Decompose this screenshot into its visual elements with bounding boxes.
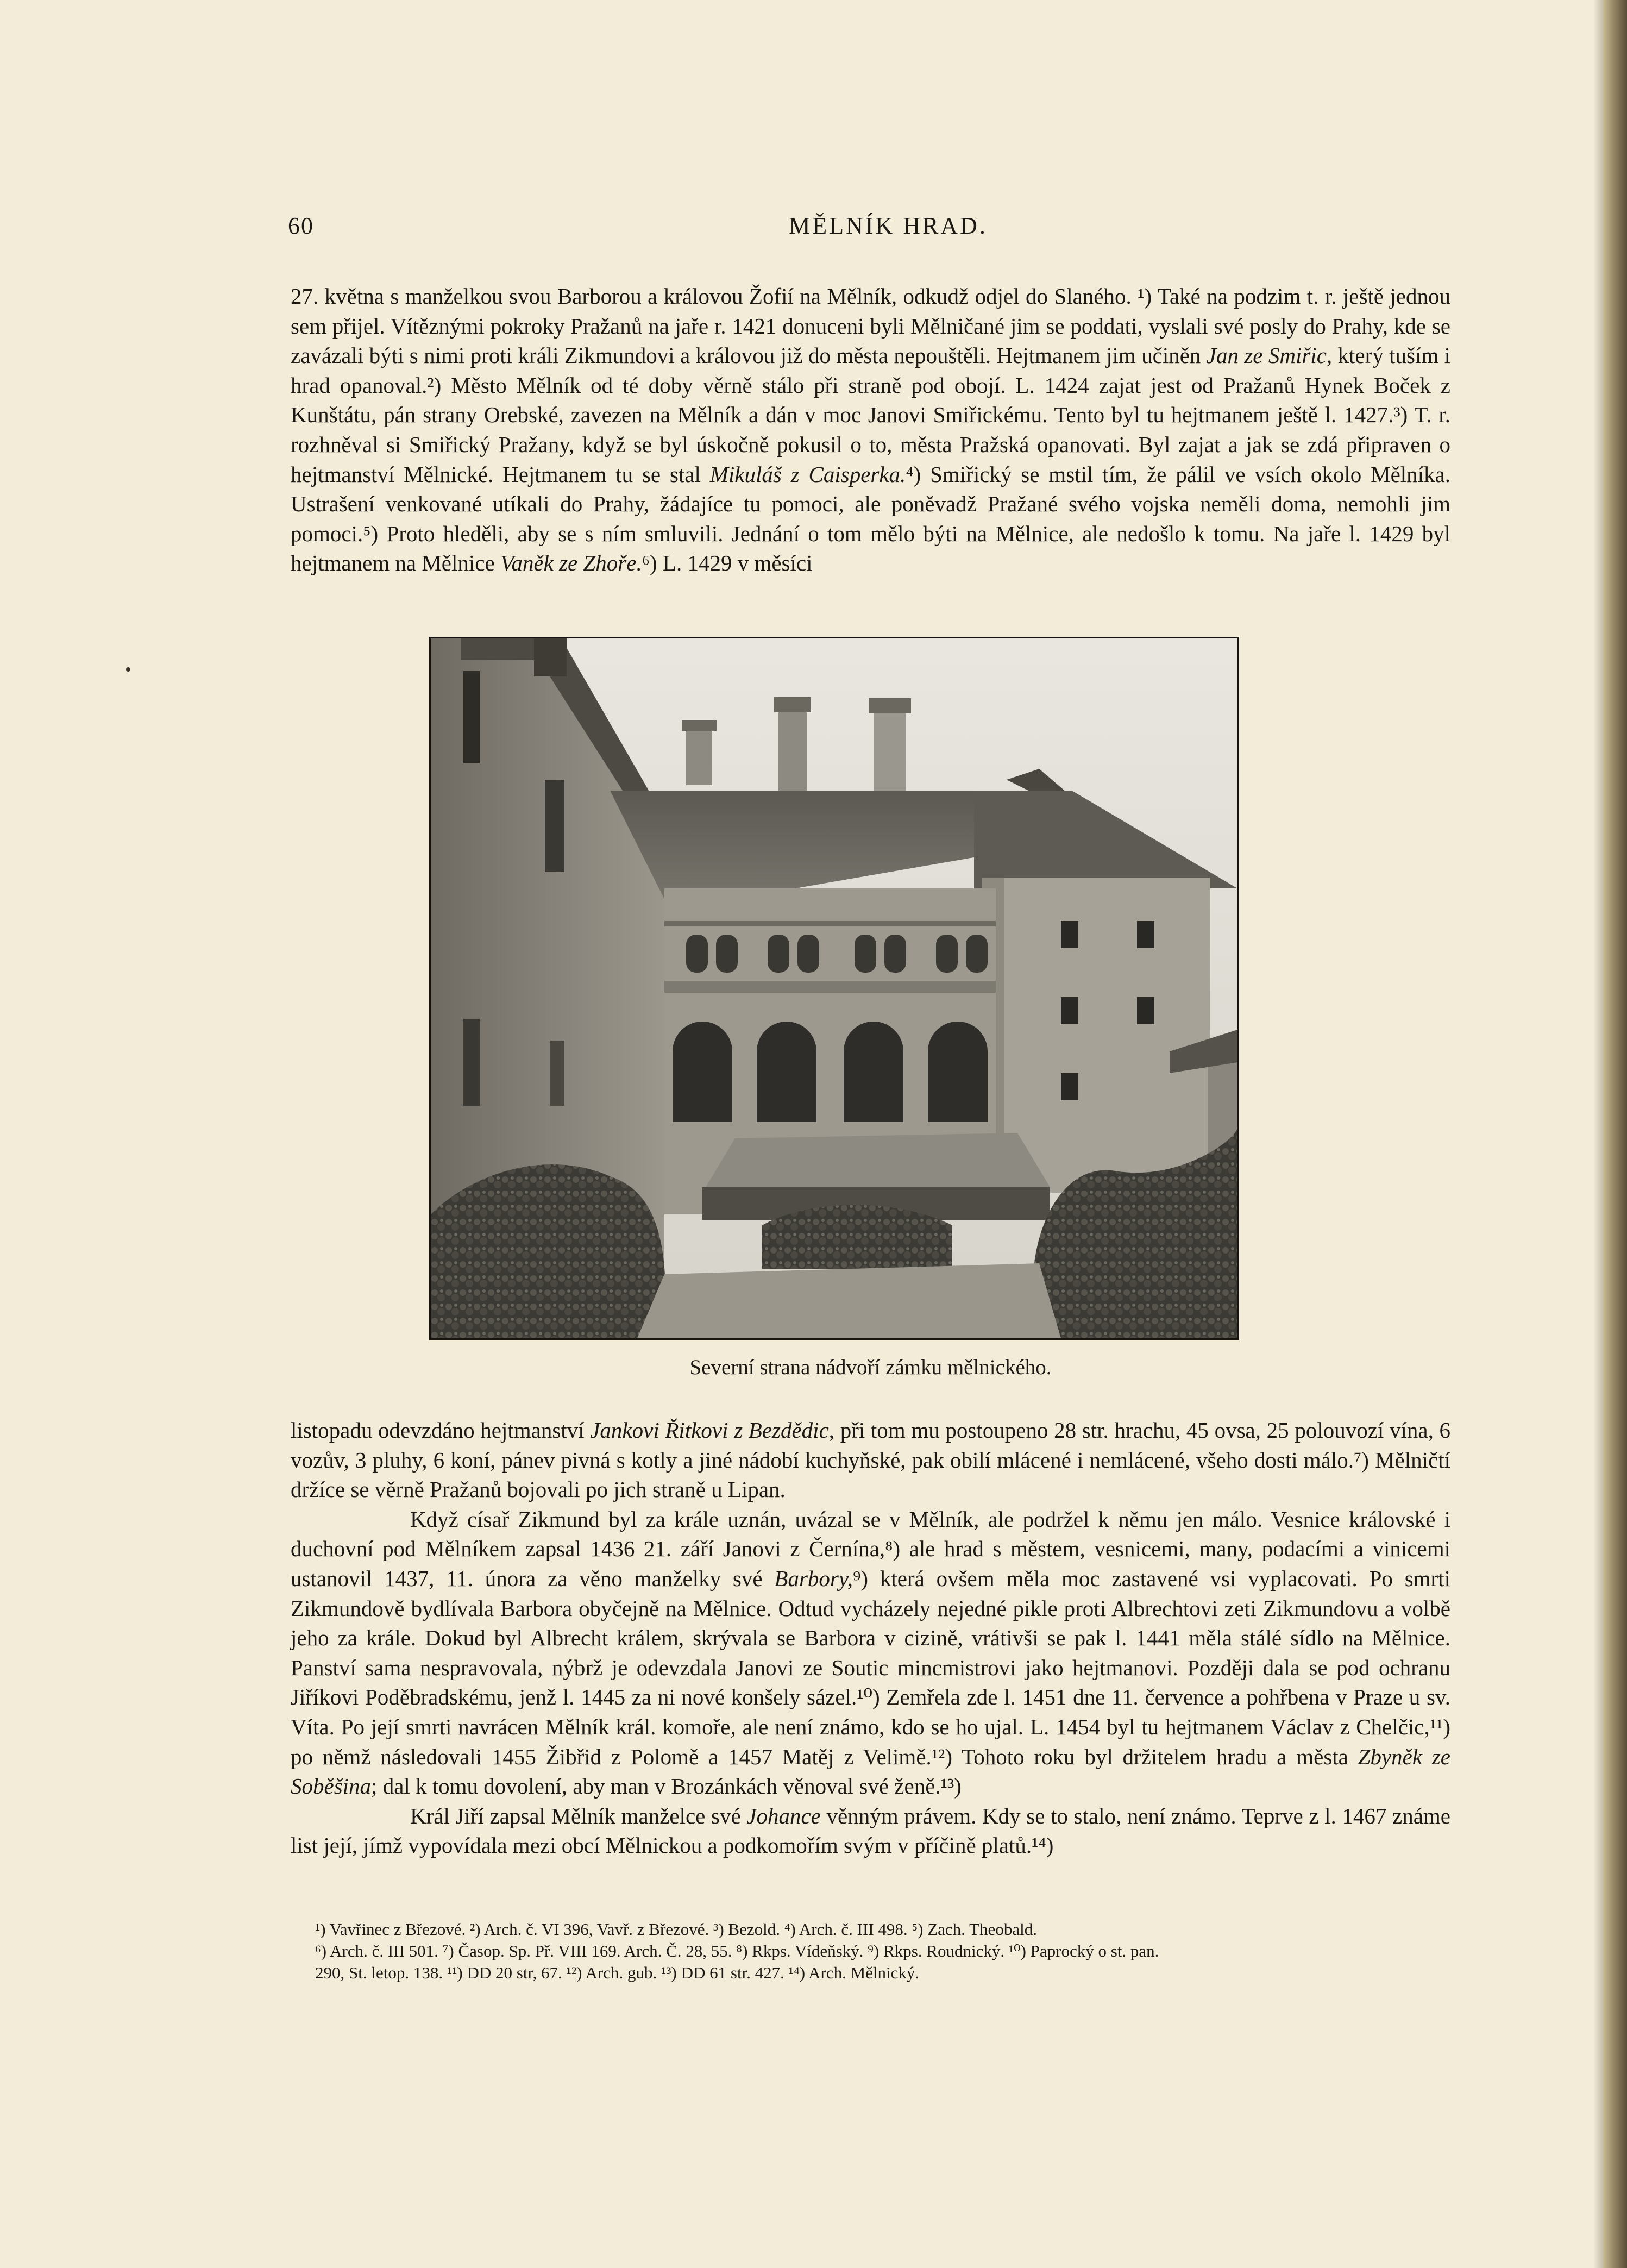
- text-run: ⁶) L. 1429 v měsíci: [642, 550, 813, 576]
- italic-name: Jan ze Smiřic: [1206, 343, 1327, 368]
- intro-paragraph-text: [291, 281, 1450, 578]
- text-run: věnným právem. Kdy se to stalo, není známo. Teprve z l. 1467 známe list její, jímž vypovídala mezi obcí Mělnickou a podkomořím svým v příčině platů.¹⁴): [291, 1803, 1451, 1858]
- text-run: ⁹) která ovšem měla moc zastavené vsi vyplacovati. Po smrti Zikmundově bydlívala Barbora obyčejně na Mělnice. Odtud vycházely nejedné pikle proti Albrechtovi zeti Zikmundovu a volbě jeho za krále. Dokud byl Albrecht králem, skrývala se Barbora v cizině, vrátivši se pak l. 1441 měla stálé sídlo na Mělnice. Panství sama nespravovala, nýbrž je odevzdala Janovi ze Soutic mincmistrovi jako hejtmanovi. Později dala se pod ochranu Jiříkovi Poděbradskému, jenž l. 1445 za ni nové konšely sázel.¹⁰) Zemřela zde l. 1451 dne 11. července a pohřbena v Praze u sv. Víta. Po její smrti navrácen Mělník král. komoře, ale není známo, kdo se ho ujal. L. 1454 byl tu hejtmanem Václav z Chelčic,¹¹) po němž následovali 1455 Žibřid z Polomě a 1457 Matěj z Velimě.¹²) Tohoto roku byl držitelem hradu a města: [291, 1565, 1450, 1769]
- body-paragraph: [291, 1801, 1450, 1860]
- intro-paragraph: [291, 281, 1450, 578]
- text-run: 27. května s manželkou svou Barborou a královou Žofií na Mělník, odkudž odjel do Slaného. ¹) Také na podzim t. r. ještě jednou sem přijel. Vítěznými pokroky Pražanů na jaře r. 1421 donuceni byli Mělničané jim se poddati, vyslali své posly do Prahy, kde se zavázali býti s nimi proti králi Zikmundovi a královou již do města nepouštěli. Hejtmanem jim učiněn: [291, 284, 1450, 368]
- body-text: [291, 1415, 1450, 1860]
- footnote-line: 290, St. letop. 138. ¹¹) DD 20 str, 67. ¹²) Arch. gub. ¹³) DD 61 str. 427. ¹⁴) Arch. Mělnický.: [315, 1963, 920, 1982]
- text-run: ; dal k tomu dovolení, aby man v Brozánkách věnoval své ženě.¹³): [371, 1774, 962, 1799]
- footnote-line: ⁶) Arch. č. III 501. ⁷) Časop. Sp. Př. VIII 169. Arch. Č. 28, 55. ⁸) Rkps. Vídeňský. ⁹) Rkps. Roudnický. ¹⁰) Paprocký o st. pan.: [315, 1941, 1159, 1960]
- italic-name: Vaněk ze Zhoře.: [500, 550, 642, 576]
- text-run: listopadu odevzdáno hejtmanství: [291, 1418, 591, 1443]
- text-run: , při tom mu postoupeno 28 str. hrachu, 45 ovsa, 25 polouvozí vína, 6 vozův, 3 pluhy, 6 koní, pánev pivná s kotly a jiné nádobí kuchyňské, pak obilí mlácené i nemlácené, všeho dosti málo.⁷) Mělničtí držíce se věrně Pražanů bojovali po jich straně u Lipan.: [291, 1418, 1450, 1502]
- page-edge: [1603, 0, 1627, 2268]
- page-title: MĚLNÍK HRAD.: [789, 212, 988, 239]
- text-run: Když císař Zikmund byl za krále uznán, uvázal se v Mělník, ale podržel k němu jen málo. Vesnice královské i duchovní pod Mělníkem zapsal 1436 21. září Janovi z Černína,⁸) ale hrad s městem, vesnicemi, many, podacími a vinicemi ustanovil 1437, 11. února za věno manželky své: [291, 1506, 1450, 1591]
- text-run: , který tuším i hrad opanoval.²) Město Mělník od té doby věrně stálo při straně pod obojí. L. 1424 zajat jest od Pražanů Hynek Boček z Kunštátu, pán strany Orebské, zavezen na Mělník a dán v moc Janovi Smiřickému. Tento byl tu hejtmanem ještě l. 1427.³) T. r. rozhněval si Smiřický Pražany, když se byl úskočně pokusil o to, města Pražská opanovati. Byl zajat a jak se zdá připraven o hejtmanství Mělnické. Hejtmanem tu se stal: [291, 343, 1450, 487]
- page-shadow: [1593, 0, 1603, 2268]
- italic-name: Mikuláš z Caisperka.: [709, 461, 906, 487]
- italic-name: Zbyněk ze Soběšina: [291, 1744, 1450, 1799]
- text-run: ⁴) Smiřický se mstil tím, že pálil ve vsích okolo Mělníka. Ustrašení venkované utíkali do Prahy, žádajíce tu pomoci, ale poněvadž Pražané svého vojska neměli doma, nemohli jim pomoci.⁵) Proto hleděli, aby se s ním smluvili. Jednání o tom mělo býti na Mělnice, ale nedošlo k tomu. Na jaře l. 1429 byl hejtmanem na Mělnice: [291, 461, 1450, 576]
- italic-name: Johance: [746, 1803, 821, 1828]
- running-head: [288, 212, 1488, 245]
- italic-name: Barbory,: [774, 1565, 853, 1591]
- castle-courtyard-photo: [429, 637, 1239, 1340]
- footnote-line: ¹) Vavřinec z Březové. ²) Arch. č. VI 396, Vavř. z Březové. ³) Bezold. ⁴) Arch. č. III 498. ⁵) Zach. Theobald.: [315, 1920, 1037, 1939]
- italic-name: Jankovi Řitkovi z Bezdědic: [590, 1418, 829, 1443]
- footnotes: [315, 1919, 1456, 1984]
- figure-caption: Severní strana nádvoří zámku mělnického.: [689, 1356, 1052, 1379]
- ink-speck: [126, 667, 130, 672]
- body-paragraph: [291, 1505, 1450, 1801]
- body-paragraph: [291, 1415, 1450, 1505]
- page-number: 60: [288, 212, 314, 239]
- text-run: Král Jiří zapsal Mělník manželce své: [410, 1803, 747, 1828]
